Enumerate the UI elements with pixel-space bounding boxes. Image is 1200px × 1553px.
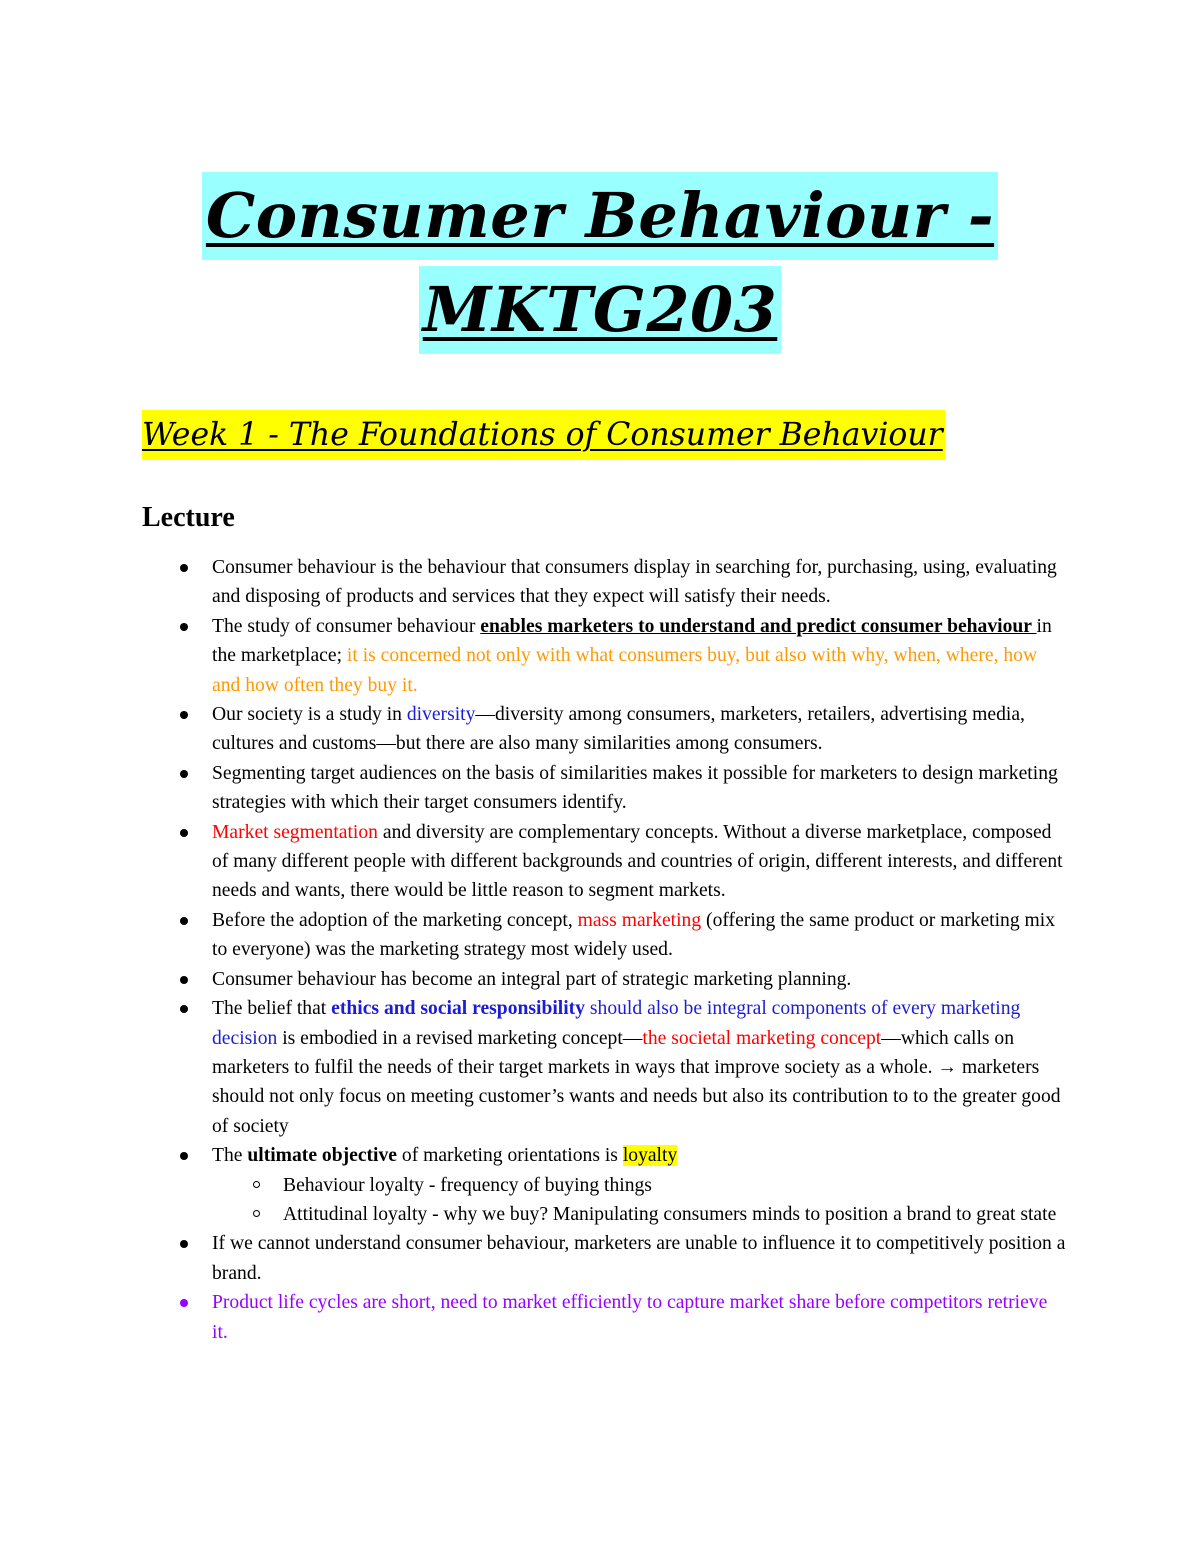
term-diversity: diversity [406,704,476,726]
sub-list-item: Attitudinal loyalty - why we buy? Manipulating consumers minds to position a brand to great state [212,1200,1067,1229]
week-heading: Week 1 - The Foundations of Consumer Behaviour [142,410,945,460]
blue-text: should also be integral components of every marketing decision [212,998,1021,1049]
term-mass-marketing: mass marketing [577,909,702,931]
list-item: Market segmentation and diversity are complementary concepts. Without a diverse marketplace, composed of many different people with different backgrounds and countries of origin, different interests, and different needs and wants, there would be little reason to segment markets. [142,818,1067,906]
emphasis-text: enables marketers to understand and predict consumer behaviour [480,615,1037,637]
list-item: Consumer behaviour has become an integral part of strategic marketing planning. [142,965,1067,994]
list-item: If we cannot understand consumer behaviour, marketers are unable to influence it to competitively position a brand. [142,1229,1067,1288]
list-item: Our society is a study in diversity—diversity among consumers, marketers, retailers, advertising media, cultures and customs—but there are also many similarities among consumers. [142,700,1067,759]
highlight-orange-text: it is concerned not only with what consumers buy, but also with why, when, where, how and how often they buy it. [212,645,1038,696]
title-line-2: MKTG203 [419,266,782,354]
title-line-1: Consumer Behaviour - [202,172,998,260]
term-market-segmentation: Market segmentation [212,821,378,843]
purple-text: Product life cycles are short, need to market efficiently to capture market share before competitors retrieve it. [212,1292,1048,1343]
section-heading-lecture: Lecture [142,502,235,533]
term-ethics: ethics and social responsibility [331,998,586,1020]
list-item [142,1288,1067,1347]
term-ultimate-objective: ultimate objective [247,1145,397,1167]
sub-bullet-list [212,1171,1067,1230]
list-item: The belief that ethics and social responsibility should also be integral components of every marketing decision is embodied in a revised marketing concept—the societal marketing concept—which calls on marketers to fulfil the needs of their target markets in ways that improve society as a whole. → marketers should not only focus on meeting customer’s wants and needs but also its contribution to to the greater good of society [142,994,1067,1141]
term-loyalty: loyalty [622,1145,678,1167]
list-item: The ultimate objective of marketing orientations is loyalty Behaviour loyalty - frequency of buying things Attitudinal loyalty - why we buy? Manipulating consumers minds to position a brand to great state [142,1141,1067,1229]
list-item: Segmenting target audiences on the basis of similarities makes it possible for marketers to design marketing strategies with which their target consumers identify. [142,759,1067,818]
list-item: The study of consumer behaviour enables marketers to understand and predict consumer behaviour in the marketplace; it is concerned not only with what consumers buy, but also with why, when, where, how and how often they buy it. [142,612,1067,700]
sub-list-item: Behaviour loyalty - frequency of buying things [212,1171,1067,1200]
list-item: Before the adoption of the marketing concept, mass marketing (offering the same product or marketing mix to everyone) was the marketing strategy most widely used. [142,906,1067,965]
list-item: Consumer behaviour is the behaviour that consumers display in searching for, purchasing, using, evaluating and disposing of products and services that they expect will satisfy their needs. [142,553,1067,612]
document-title [0,172,1200,354]
lecture-bullet-list [142,553,1067,1347]
term-societal-marketing-concept: the societal marketing concept [642,1027,882,1049]
